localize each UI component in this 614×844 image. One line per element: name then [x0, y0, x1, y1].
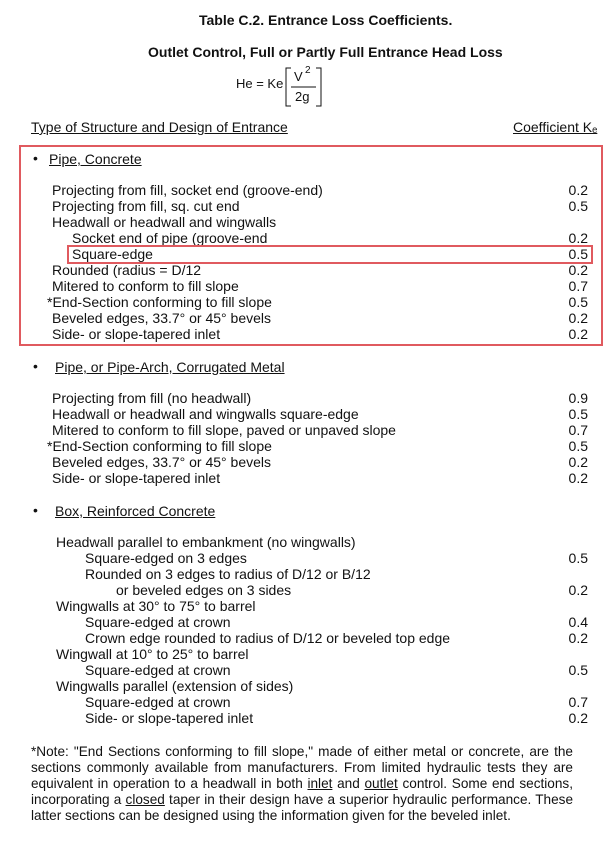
note-text-1: *Note: "End Sections conforming to fill slope," made of either metal or concrete, are the sections commonly available from manufacturers. From limited hydraulic tests they are equivalent in operation to a headwall in both — [31, 744, 573, 791]
section-heading-box-concrete: Box, Reinforced Concrete — [55, 503, 216, 519]
row-value: 0.5 — [568, 406, 588, 422]
table-row — [0, 390, 614, 407]
equation-denominator: 2g — [295, 89, 310, 104]
note-inlet: inlet — [307, 776, 333, 791]
row-label: Side- or slope-tapered inlet — [85, 710, 254, 726]
row-value: 0.7 — [568, 694, 588, 710]
row-label: Square-edge — [72, 246, 153, 262]
head-loss-equation — [236, 66, 336, 108]
row-value: 0.2 — [568, 710, 588, 726]
row-label: Wingwalls at 30° to 75° to barrel — [56, 598, 256, 614]
row-value: 0.2 — [568, 470, 588, 486]
note-and: and — [332, 776, 365, 791]
row-value: 0.9 — [568, 390, 588, 406]
note-closed: closed — [125, 792, 165, 807]
note-text-3: taper in their design have a superior hydraulic performance. These latter sections can be designed using the information given for the beveled inlet. — [31, 792, 574, 823]
bullet-icon: • — [33, 150, 38, 166]
row-label: Side- or slope-tapered inlet — [52, 470, 221, 486]
row-value: 0.5 — [568, 438, 588, 454]
table-row — [0, 470, 614, 487]
table-subtitle: Outlet Control, Full or Partly Full Entrance Head Loss — [148, 44, 503, 60]
row-label: Crown edge rounded to radius of D/12 or beveled top edge — [85, 630, 451, 646]
note-outlet: outlet — [364, 776, 398, 791]
row-label: Mitered to conform to fill slope — [52, 278, 239, 294]
row-label: Square-edged on 3 edges — [85, 550, 247, 566]
row-value: 0.5 — [568, 662, 588, 678]
row-label: Wingwalls parallel (extension of sides) — [56, 678, 294, 694]
table-row — [0, 646, 614, 663]
column-header-type: Type of Structure and Design of Entrance — [31, 119, 288, 135]
bullet-icon: • — [33, 358, 38, 374]
table-title: Table C.2. Entrance Loss Coefficients. — [199, 12, 453, 28]
table-row — [0, 614, 614, 631]
table-row — [0, 534, 614, 551]
row-value: 0.2 — [568, 262, 588, 278]
row-label: Beveled edges, 33.7° or 45° bevels — [52, 454, 272, 470]
table-row — [0, 694, 614, 711]
footnote — [31, 744, 573, 824]
row-label: Rounded (radius = D/12 — [52, 262, 202, 278]
table-row — [0, 566, 614, 583]
row-label: or beveled edges on 3 sides — [116, 582, 292, 598]
row-label: Beveled edges, 33.7° or 45° bevels — [52, 310, 272, 326]
section-heading-corrugated-metal: Pipe, or Pipe-Arch, Corrugated Metal — [55, 359, 285, 375]
row-label: Rounded on 3 edges to radius of D/12 or B/12 — [85, 566, 371, 582]
table-row — [0, 422, 614, 439]
table-row — [0, 438, 614, 455]
row-label: Headwall or headwall and wingwalls square-edge — [52, 406, 359, 422]
bullet-icon: • — [33, 502, 38, 518]
row-label: *End-Section conforming to fill slope — [47, 294, 272, 310]
row-label: Headwall parallel to embankment (no wingwalls) — [56, 534, 356, 550]
row-value: 0.2 — [568, 230, 588, 246]
table-row — [0, 662, 614, 679]
row-value: 0.2 — [568, 630, 588, 646]
row-value: 0.2 — [568, 582, 588, 598]
table-row — [0, 582, 614, 599]
equation-numerator: V — [294, 69, 303, 84]
row-label: Square-edged at crown — [85, 614, 231, 630]
row-value: 0.5 — [568, 198, 588, 214]
row-value: 0.5 — [568, 550, 588, 566]
row-value: 0.2 — [568, 326, 588, 342]
row-label: Mitered to conform to fill slope, paved or unpaved slope — [52, 422, 396, 438]
table-row — [0, 630, 614, 647]
bracket-graphic — [236, 66, 336, 108]
table-row — [0, 454, 614, 471]
note-text-2: control. Some end sections, incorporating a — [31, 776, 573, 807]
row-label: Side- or slope-tapered inlet — [52, 326, 221, 342]
table-row — [0, 598, 614, 615]
row-label: Headwall or headwall and wingwalls — [52, 214, 277, 230]
row-value: 0.5 — [568, 294, 588, 310]
row-value: 0.7 — [568, 278, 588, 294]
row-value: 0.2 — [568, 182, 588, 198]
row-value: 0.5 — [568, 246, 588, 262]
table-row — [0, 406, 614, 423]
table-row — [0, 710, 614, 727]
row-value: 0.2 — [568, 310, 588, 326]
row-value: 0.7 — [568, 422, 588, 438]
row-label: *End-Section conforming to fill slope — [47, 438, 272, 454]
row-value: 0.4 — [568, 614, 588, 630]
table-row — [0, 550, 614, 567]
table-row — [0, 678, 614, 695]
equation-lhs: He = Ke — [236, 76, 284, 91]
row-label: Projecting from fill (no headwall) — [52, 390, 252, 406]
row-label: Square-edged at crown — [85, 694, 231, 710]
highlight-box-row — [67, 245, 593, 264]
row-label: Projecting from fill, sq. cut end — [52, 198, 240, 214]
section-heading-pipe-concrete: Pipe, Concrete — [49, 151, 142, 167]
row-label: Socket end of pipe (groove-end — [72, 230, 268, 246]
column-header-coefficient: Coefficient Kₑ — [513, 119, 598, 135]
row-label: Square-edged at crown — [85, 662, 231, 678]
row-value: 0.2 — [568, 454, 588, 470]
equation-exponent: 2 — [305, 65, 311, 76]
row-label: Projecting from fill, socket end (groove-end) — [52, 182, 323, 198]
row-label: Wingwall at 10° to 25° to barrel — [56, 646, 249, 662]
